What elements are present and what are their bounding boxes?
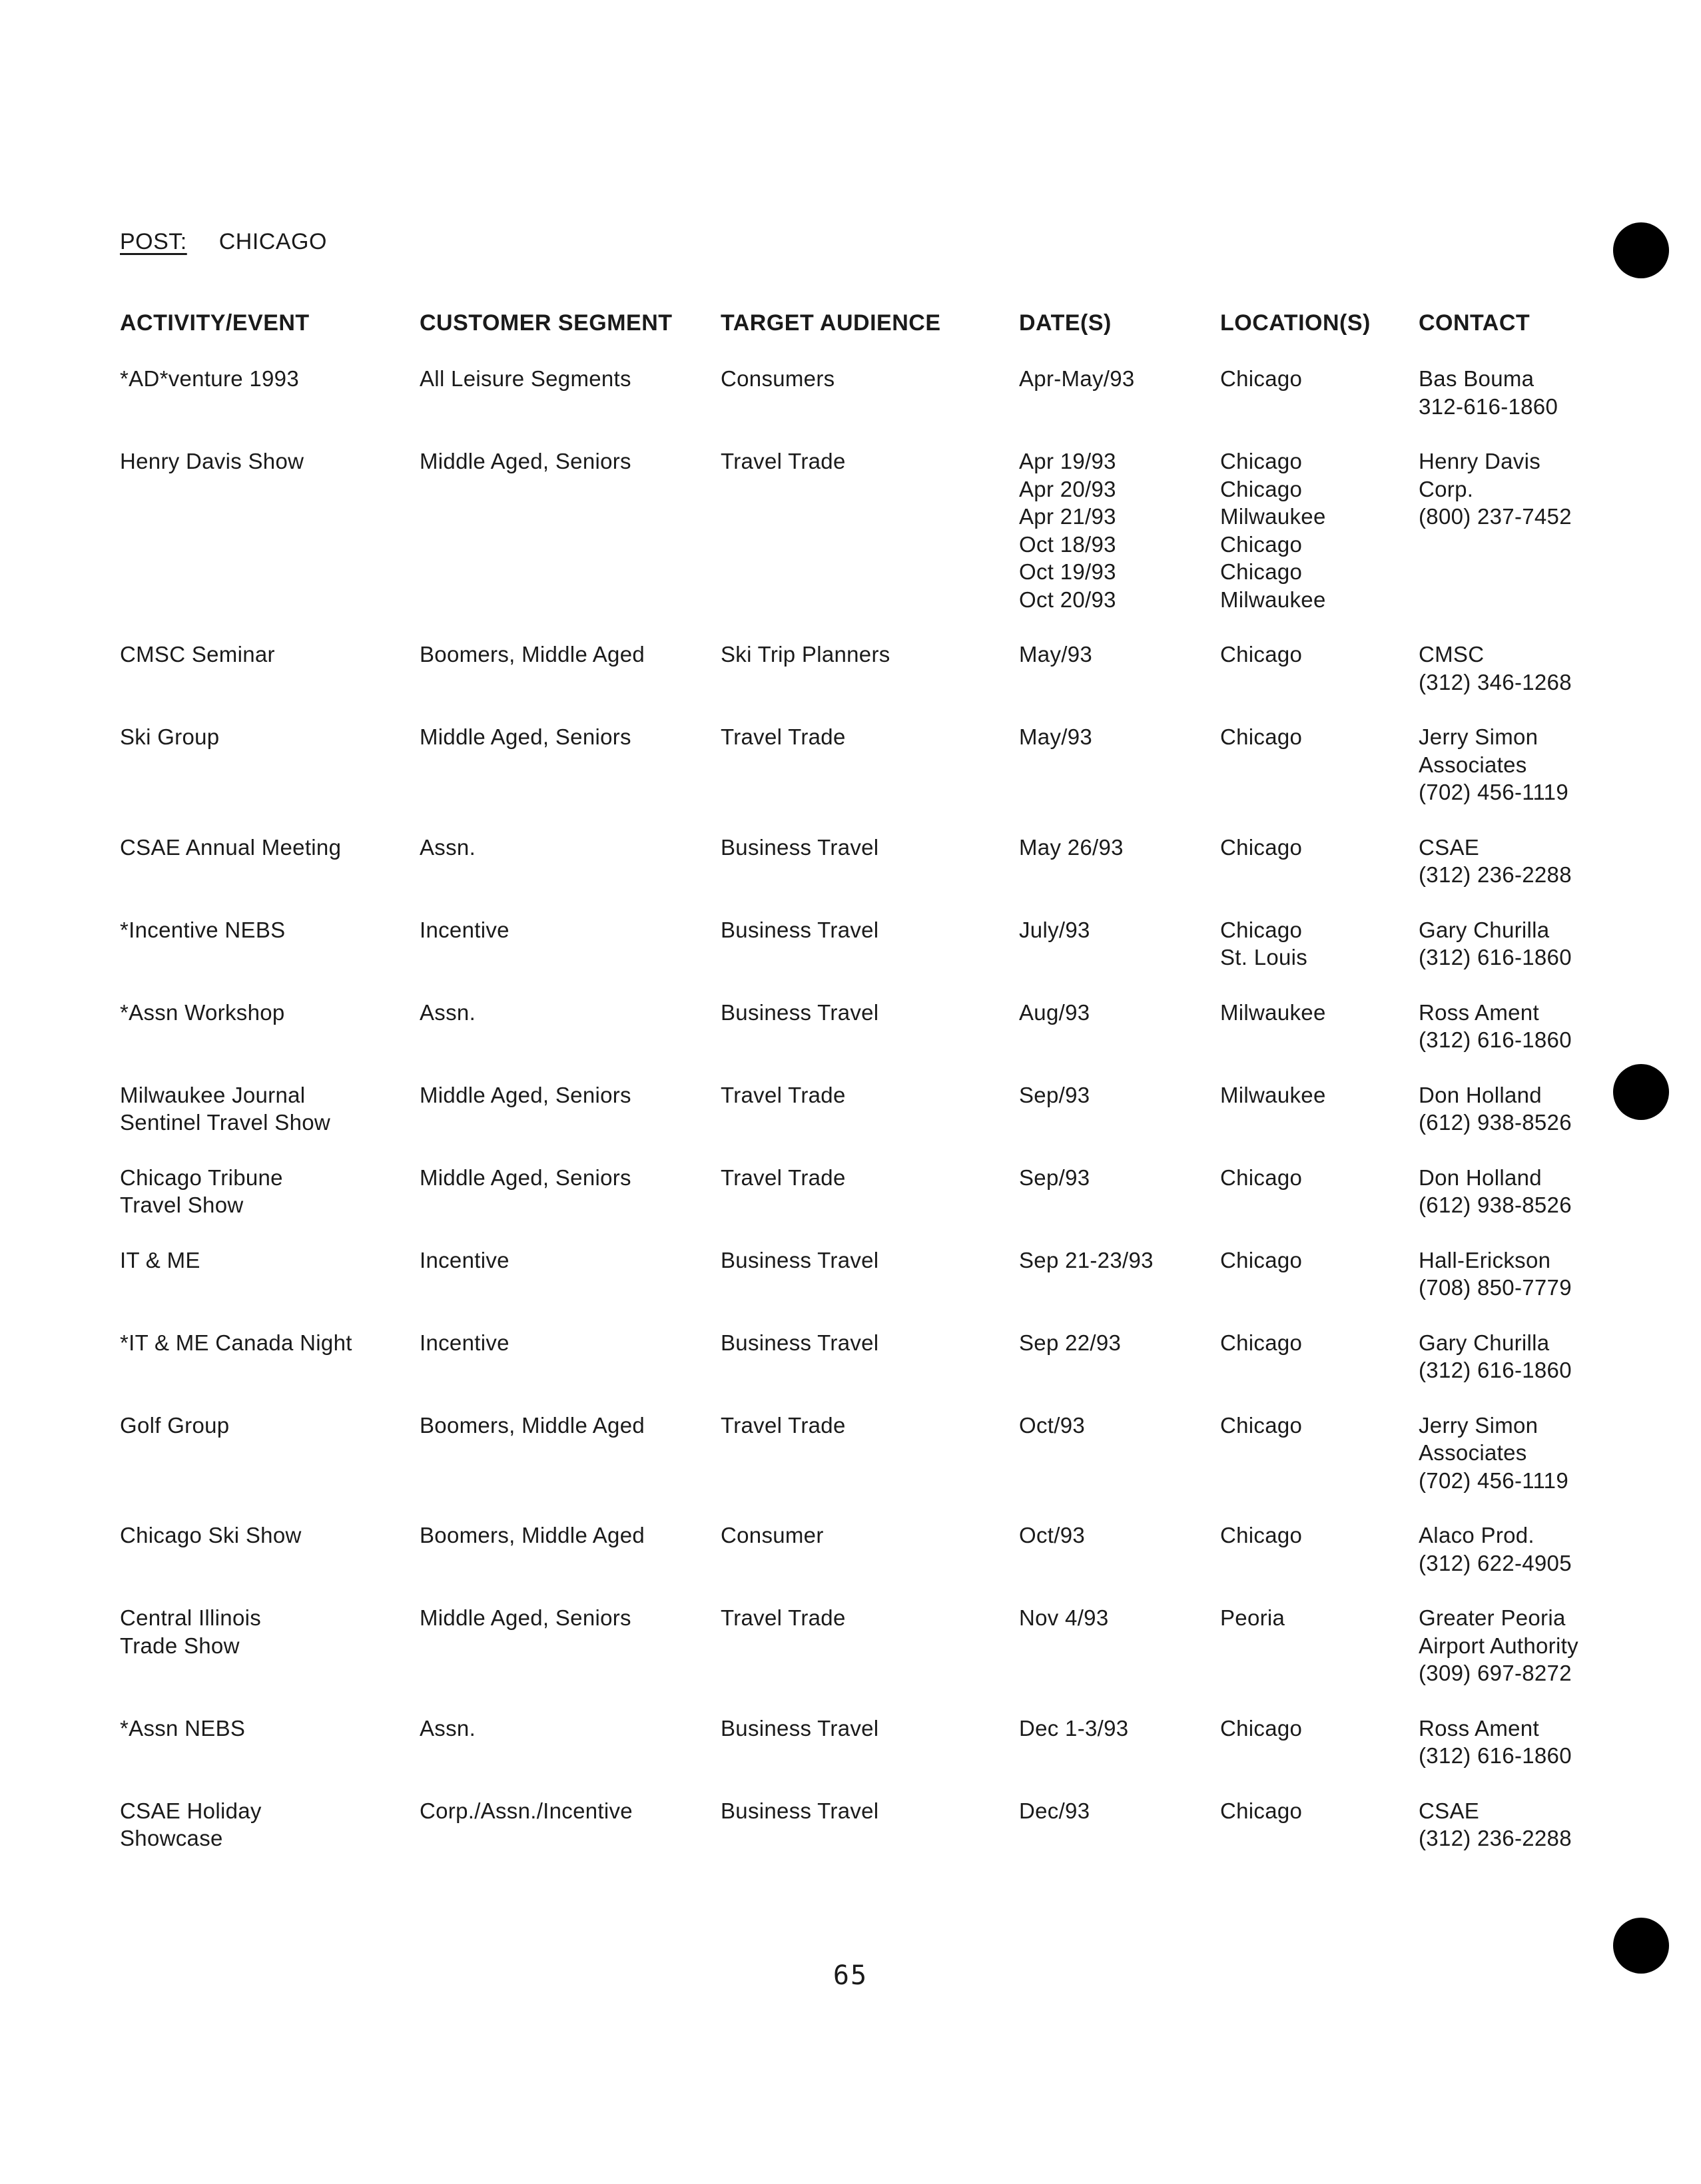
cell-customer-segment-line: Incentive [420, 1330, 510, 1355]
cell-contact-line: Corp. [1419, 476, 1474, 501]
cell-target-audience [721, 1604, 1019, 1632]
cell-contact [1419, 447, 1612, 531]
cell-activity-line: Central Illinois [120, 1605, 262, 1630]
cell-target-audience [721, 1797, 1019, 1825]
cell-dates-line: Nov 4/93 [1019, 1605, 1109, 1630]
cell-customer-segment [420, 1164, 721, 1192]
cell-locations [1220, 447, 1419, 613]
cell-contact-line: (312) 346-1268 [1419, 669, 1572, 694]
table-row [120, 1164, 1612, 1219]
cell-customer-segment [420, 834, 721, 862]
cell-contact-line: CSAE [1419, 834, 1480, 860]
cell-locations-line: Chicago [1220, 531, 1303, 557]
cell-dates-line: Oct 19/93 [1019, 559, 1116, 584]
cell-contact-line: Associates [1419, 1440, 1527, 1465]
cell-customer-segment-line: Corp./Assn./Incentive [420, 1798, 633, 1823]
cell-locations-line: Milwaukee [1220, 587, 1326, 612]
cell-target-audience [721, 1081, 1019, 1109]
cell-locations-line: Milwaukee [1220, 1082, 1326, 1107]
header-dates: DATE(S) [1019, 310, 1112, 336]
cell-contact-line: (612) 938-8526 [1419, 1110, 1572, 1135]
cell-contact-line: Hall-Erickson [1419, 1247, 1551, 1272]
cell-customer-segment-line: Assn. [420, 999, 476, 1025]
cell-activity [120, 1164, 420, 1219]
cell-contact-line: (312) 616-1860 [1419, 945, 1572, 969]
cell-contact-line: Greater Peoria [1419, 1605, 1566, 1630]
cell-target-audience-line: Consumers [721, 366, 835, 391]
cell-contact-line: Jerry Simon [1419, 1412, 1538, 1438]
page-number: 65 [833, 1960, 868, 1991]
cell-activity [120, 1797, 420, 1852]
cell-locations-line: Chicago [1220, 1715, 1303, 1741]
cell-target-audience [721, 1164, 1019, 1192]
cell-locations-line: Chicago [1220, 1523, 1303, 1547]
cell-contact [1419, 916, 1612, 971]
cell-contact [1419, 834, 1612, 889]
events-table [120, 310, 1612, 1880]
cell-dates [1019, 1715, 1220, 1743]
cell-activity-line: IT & ME [120, 1247, 200, 1272]
cell-activity-line: Chicago Tribune [120, 1165, 283, 1190]
cell-contact-line: (708) 850-7779 [1419, 1275, 1572, 1300]
cell-dates-line: Sep 22/93 [1019, 1330, 1122, 1355]
cell-locations-line: Chicago [1220, 834, 1303, 860]
cell-target-audience-line: Travel Trade [721, 1165, 846, 1190]
header-contact: CONTACT [1419, 310, 1531, 336]
table-row [120, 1081, 1612, 1137]
cell-locations-line: Chicago [1220, 917, 1303, 942]
table-row [120, 916, 1612, 971]
table-row [120, 1412, 1612, 1495]
cell-contact-line: (309) 697-8272 [1419, 1661, 1572, 1685]
cell-contact-line: Ross Ament [1419, 1715, 1539, 1741]
cell-dates [1019, 1412, 1220, 1440]
cell-locations-line: Milwaukee [1220, 504, 1326, 529]
table-row [120, 1246, 1612, 1302]
cell-dates [1019, 641, 1220, 669]
punch-hole-bottom [1613, 1918, 1669, 1974]
cell-activity [120, 834, 420, 862]
post-line [120, 229, 327, 255]
cell-locations-line: Milwaukee [1220, 999, 1326, 1025]
cell-customer-segment-line: Incentive [420, 917, 510, 942]
cell-contact-line: Alaco Prod. [1419, 1523, 1534, 1547]
cell-locations [1220, 916, 1419, 971]
cell-contact [1419, 999, 1612, 1054]
cell-target-audience-line: Business Travel [721, 999, 879, 1025]
cell-contact-line: Bas Bouma [1419, 366, 1534, 391]
table-row [120, 999, 1612, 1054]
cell-dates [1019, 1246, 1220, 1274]
cell-activity-line: Trade Show [120, 1633, 240, 1658]
cell-activity [120, 916, 420, 944]
cell-activity [120, 1246, 420, 1274]
cell-locations-line: Chicago [1220, 559, 1303, 584]
cell-target-audience [721, 916, 1019, 944]
cell-contact [1419, 1521, 1612, 1577]
cell-contact [1419, 1412, 1612, 1495]
cell-locations-line: Chicago [1220, 476, 1303, 501]
cell-activity [120, 1715, 420, 1743]
cell-contact-line: (312) 616-1860 [1419, 1027, 1572, 1052]
cell-customer-segment-line: Incentive [420, 1247, 510, 1272]
cell-activity-line: *AD*venture 1993 [120, 366, 299, 391]
cell-customer-segment [420, 1412, 721, 1440]
cell-customer-segment [420, 447, 721, 475]
cell-locations [1220, 641, 1419, 669]
table-row [120, 1329, 1612, 1384]
cell-contact-line: (702) 456-1119 [1419, 780, 1568, 804]
cell-dates [1019, 365, 1220, 393]
cell-customer-segment [420, 1329, 721, 1357]
cell-activity-line: *Incentive NEBS [120, 917, 286, 942]
cell-customer-segment-line: Boomers, Middle Aged [420, 1412, 645, 1438]
cell-dates [1019, 1604, 1220, 1632]
cell-activity-line: Ski Group [120, 724, 220, 749]
cell-contact-line: 312-616-1860 [1419, 394, 1558, 419]
cell-target-audience [721, 834, 1019, 862]
cell-locations [1220, 1246, 1419, 1274]
cell-dates-line: Apr 20/93 [1019, 476, 1116, 501]
cell-activity-line: CSAE Holiday [120, 1798, 262, 1823]
cell-contact-line: (312) 622-4905 [1419, 1550, 1572, 1575]
cell-locations-line: Chicago [1220, 1165, 1303, 1190]
cell-activity-line: Showcase [120, 1826, 223, 1850]
cell-target-audience [721, 447, 1019, 475]
table-row [120, 365, 1612, 420]
cell-dates [1019, 447, 1220, 613]
cell-dates-line: May/93 [1019, 724, 1093, 749]
cell-activity-line: Henry Davis Show [120, 449, 304, 473]
cell-locations [1220, 1604, 1419, 1632]
cell-locations-line: Chicago [1220, 1798, 1303, 1823]
table-body [120, 365, 1612, 1852]
cell-target-audience [721, 1246, 1019, 1274]
cell-activity [120, 1604, 420, 1659]
cell-dates [1019, 916, 1220, 944]
cell-activity [120, 999, 420, 1027]
cell-customer-segment-line: All Leisure Segments [420, 366, 631, 391]
cell-target-audience-line: Business Travel [721, 1798, 879, 1823]
cell-customer-segment-line: Assn. [420, 834, 476, 860]
cell-dates [1019, 1164, 1220, 1192]
cell-contact-line: (312) 236-2288 [1419, 862, 1572, 887]
cell-locations [1220, 999, 1419, 1027]
cell-contact [1419, 1246, 1612, 1302]
punch-hole-middle [1613, 1064, 1669, 1120]
cell-dates-line: Sep 21-23/93 [1019, 1247, 1154, 1272]
cell-contact-line: (312) 616-1860 [1419, 1743, 1572, 1768]
cell-contact-line: CMSC [1419, 642, 1485, 667]
cell-activity-line: Golf Group [120, 1412, 230, 1438]
cell-contact [1419, 1081, 1612, 1137]
cell-dates [1019, 1081, 1220, 1109]
cell-target-audience [721, 1521, 1019, 1549]
cell-target-audience-line: Consumer [721, 1523, 824, 1547]
cell-contact-line: CSAE [1419, 1798, 1480, 1823]
cell-locations [1220, 1329, 1419, 1357]
cell-locations [1220, 834, 1419, 862]
cell-activity [120, 1081, 420, 1137]
cell-dates-line: Dec/93 [1019, 1798, 1090, 1823]
cell-customer-segment-line: Middle Aged, Seniors [420, 724, 631, 749]
table-row [120, 723, 1612, 806]
cell-contact [1419, 1164, 1612, 1219]
cell-locations [1220, 1715, 1419, 1743]
cell-target-audience-line: Business Travel [721, 1247, 879, 1272]
cell-activity-line: CMSC Seminar [120, 642, 275, 667]
cell-dates-line: May 26/93 [1019, 834, 1124, 860]
cell-dates-line: Sep/93 [1019, 1165, 1090, 1190]
cell-activity-line: Milwaukee Journal [120, 1082, 306, 1107]
cell-contact-line: Jerry Simon [1419, 724, 1538, 749]
cell-locations [1220, 1521, 1419, 1549]
cell-dates-line: Dec 1-3/93 [1019, 1715, 1129, 1741]
cell-target-audience-line: Business Travel [721, 1330, 879, 1355]
cell-target-audience-line: Ski Trip Planners [721, 642, 890, 667]
cell-customer-segment-line: Assn. [420, 1715, 476, 1741]
cell-target-audience [721, 641, 1019, 669]
cell-customer-segment-line: Middle Aged, Seniors [420, 1165, 631, 1190]
cell-dates-line: Apr 21/93 [1019, 504, 1116, 529]
cell-dates [1019, 1329, 1220, 1357]
cell-target-audience-line: Business Travel [721, 834, 879, 860]
cell-contact-line: Don Holland [1419, 1165, 1542, 1190]
cell-target-audience-line: Travel Trade [721, 1082, 846, 1107]
cell-customer-segment [420, 1521, 721, 1549]
cell-customer-segment [420, 916, 721, 944]
cell-locations-line: Chicago [1220, 1330, 1303, 1355]
cell-activity [120, 1521, 420, 1549]
cell-target-audience [721, 999, 1019, 1027]
cell-locations [1220, 1412, 1419, 1440]
header-target-audience: TARGET AUDIENCE [721, 310, 941, 336]
cell-activity-line: *Assn Workshop [120, 999, 285, 1025]
post-value: CHICAGO [218, 229, 327, 254]
cell-target-audience [721, 1412, 1019, 1440]
cell-contact-line: (312) 616-1860 [1419, 1358, 1572, 1382]
cell-dates-line: Oct/93 [1019, 1523, 1086, 1547]
cell-dates-line: Apr 19/93 [1019, 449, 1116, 473]
cell-dates [1019, 723, 1220, 751]
cell-locations-line: Chicago [1220, 724, 1303, 749]
cell-locations-line: Chicago [1220, 1247, 1303, 1272]
cell-target-audience-line: Travel Trade [721, 449, 846, 473]
cell-contact-line: Henry Davis [1419, 449, 1541, 473]
cell-contact [1419, 1797, 1612, 1852]
cell-target-audience-line: Travel Trade [721, 1605, 846, 1630]
cell-activity [120, 723, 420, 751]
cell-dates-line: Sep/93 [1019, 1082, 1090, 1107]
cell-customer-segment [420, 1246, 721, 1274]
cell-contact [1419, 1715, 1612, 1770]
cell-target-audience [721, 1329, 1019, 1357]
cell-contact [1419, 365, 1612, 420]
cell-contact-line: Gary Churilla [1419, 917, 1550, 942]
cell-activity [120, 1412, 420, 1440]
cell-target-audience [721, 365, 1019, 393]
cell-target-audience-line: Travel Trade [721, 724, 846, 749]
cell-locations [1220, 1797, 1419, 1825]
cell-activity [120, 447, 420, 475]
table-header-row [120, 310, 1612, 365]
cell-locations-line: Chicago [1220, 1412, 1303, 1438]
cell-dates [1019, 999, 1220, 1027]
cell-contact-line: (312) 236-2288 [1419, 1826, 1572, 1850]
cell-locations-line: St. Louis [1220, 945, 1308, 969]
cell-contact [1419, 723, 1612, 806]
cell-customer-segment [420, 999, 721, 1027]
cell-target-audience-line: Business Travel [721, 1715, 879, 1741]
cell-customer-segment-line: Boomers, Middle Aged [420, 1523, 645, 1547]
cell-dates-line: Oct 18/93 [1019, 531, 1116, 557]
cell-activity-line: Travel Show [120, 1193, 244, 1217]
cell-dates-line: Oct/93 [1019, 1412, 1086, 1438]
cell-contact-line: Don Holland [1419, 1082, 1542, 1107]
cell-contact-line: Airport Authority [1419, 1633, 1578, 1658]
cell-activity-line: Sentinel Travel Show [120, 1110, 331, 1135]
cell-activity [120, 641, 420, 669]
table-row [120, 641, 1612, 696]
cell-activity-line: *IT & ME Canada Night [120, 1330, 352, 1355]
cell-contact-line: Associates [1419, 752, 1527, 777]
cell-contact-line: Ross Ament [1419, 999, 1539, 1025]
cell-contact-line: (702) 456-1119 [1419, 1468, 1568, 1493]
cell-customer-segment [420, 641, 721, 669]
cell-customer-segment [420, 365, 721, 393]
cell-customer-segment [420, 1715, 721, 1743]
cell-customer-segment-line: Middle Aged, Seniors [420, 1605, 631, 1630]
header-activity: ACTIVITY/EVENT [120, 310, 310, 336]
cell-locations [1220, 365, 1419, 393]
header-locations: LOCATION(S) [1220, 310, 1371, 336]
cell-customer-segment-line: Middle Aged, Seniors [420, 449, 631, 473]
punch-hole-top [1613, 222, 1669, 278]
table-row [120, 834, 1612, 889]
cell-dates-line: July/93 [1019, 917, 1090, 942]
cell-customer-segment [420, 1604, 721, 1632]
header-customer-segment: CUSTOMER SEGMENT [420, 310, 673, 336]
cell-activity-line: CSAE Annual Meeting [120, 834, 342, 860]
cell-locations-line: Chicago [1220, 642, 1303, 667]
cell-contact [1419, 1604, 1612, 1687]
table-row [120, 447, 1612, 613]
table-row [120, 1797, 1612, 1852]
cell-target-audience [721, 1715, 1019, 1743]
cell-dates-line: Oct 20/93 [1019, 587, 1116, 612]
cell-locations [1220, 1081, 1419, 1109]
post-label: POST: [120, 229, 187, 254]
cell-target-audience-line: Travel Trade [721, 1412, 846, 1438]
cell-locations [1220, 723, 1419, 751]
cell-contact-line: Gary Churilla [1419, 1330, 1550, 1355]
table-row [120, 1604, 1612, 1687]
cell-dates-line: Aug/93 [1019, 999, 1090, 1025]
cell-customer-segment [420, 723, 721, 751]
cell-target-audience-line: Business Travel [721, 917, 879, 942]
cell-locations [1220, 1164, 1419, 1192]
cell-locations-line: Chicago [1220, 366, 1303, 391]
cell-locations-line: Chicago [1220, 449, 1303, 473]
cell-dates-line: May/93 [1019, 642, 1093, 667]
cell-contact-line: (800) 237-7452 [1419, 504, 1572, 529]
cell-customer-segment-line: Boomers, Middle Aged [420, 642, 645, 667]
cell-activity-line: *Assn NEBS [120, 1715, 246, 1741]
cell-activity [120, 1329, 420, 1357]
cell-activity [120, 365, 420, 393]
cell-customer-segment [420, 1081, 721, 1109]
cell-dates [1019, 834, 1220, 862]
table-row [120, 1521, 1612, 1577]
cell-dates [1019, 1797, 1220, 1825]
cell-locations-line: Peoria [1220, 1605, 1285, 1630]
cell-contact [1419, 1329, 1612, 1384]
cell-dates [1019, 1521, 1220, 1549]
cell-customer-segment [420, 1797, 721, 1825]
cell-customer-segment-line: Middle Aged, Seniors [420, 1082, 631, 1107]
table-row [120, 1715, 1612, 1770]
cell-contact [1419, 641, 1612, 696]
cell-contact-line: (612) 938-8526 [1419, 1193, 1572, 1217]
cell-activity-line: Chicago Ski Show [120, 1523, 302, 1547]
cell-target-audience [721, 723, 1019, 751]
cell-dates-line: Apr-May/93 [1019, 366, 1135, 391]
